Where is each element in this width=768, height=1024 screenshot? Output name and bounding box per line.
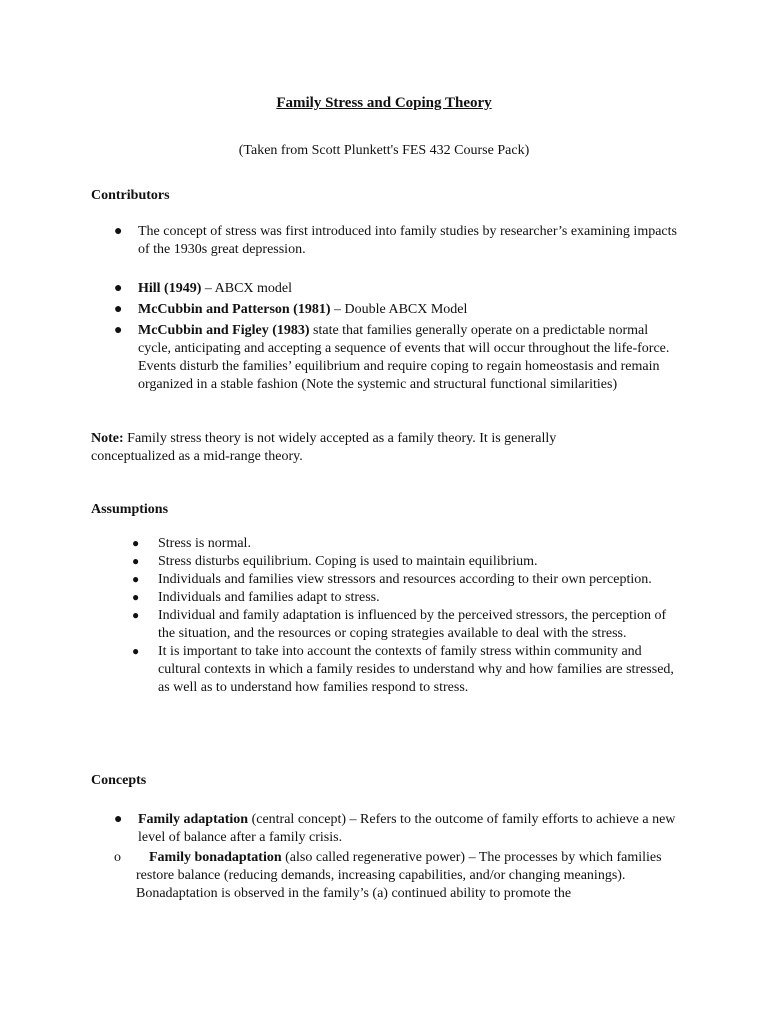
list-item-text: It is important to take into account the contexts of family stress within community and cultural contexts in which a family resides to understand why and how families are stressed, as well as to understand how families respond to stress. [158, 644, 674, 695]
bullet-icon: ● [114, 323, 123, 338]
contributors-heading: Contributors [91, 188, 170, 203]
list-item-text: Individual and family adaptation is influenced by the perceived stressors, the perception of the situation, and the resources or coping strategies available to deal with the stress. [158, 608, 667, 641]
assumptions-list [132, 535, 678, 697]
list-item [132, 643, 678, 697]
concept-name: Family bonadaptation [149, 850, 282, 865]
contributors-list [114, 280, 683, 394]
bullet-icon: ● [132, 590, 140, 604]
bullet-icon: ● [132, 554, 140, 568]
note-label: Note: [91, 431, 124, 446]
note-paragraph [91, 430, 611, 466]
list-item [114, 280, 683, 298]
list-item-text: Individuals and families view stressors and resources according to their own perception. [158, 572, 652, 587]
contributors-intro-list [114, 223, 683, 259]
sub-bullet-marker: o [114, 850, 121, 865]
list-item [114, 301, 683, 319]
contributor-text: – ABCX model [201, 281, 293, 296]
list-item [132, 589, 678, 607]
document-title: Family Stress and Coping Theory [276, 95, 492, 111]
list-item [132, 535, 678, 553]
list-item-text: The concept of stress was first introduced into family studies by researcher’s examining impacts of the 1930s great depression. [138, 224, 677, 257]
concept-name: Family adaptation [138, 812, 249, 827]
list-item-text: Stress disturbs equilibrium. Coping is used to maintain equilibrium. [158, 554, 538, 569]
note-text: Family stress theory is not widely accepted as a family theory. It is generally conceptualized as a mid-range theory. [91, 431, 557, 464]
list-item-text: Stress is normal. [158, 536, 251, 551]
contributor-name: Hill (1949) [138, 281, 202, 296]
bullet-icon: ● [132, 536, 140, 550]
list-item [114, 322, 683, 394]
concepts-list [114, 811, 683, 847]
bullet-icon: ● [132, 644, 140, 658]
concept-text: (also called regenerative power) – The processes by which families restore balance (reducing demands, increasing capabilities, and/or changing meanings). Bonadaptation is observed in the family’s (a) continued ability to promote the [136, 850, 662, 901]
contributor-name: McCubbin and Patterson (1981) [138, 302, 331, 317]
list-item-text: Individuals and families adapt to stress. [158, 590, 380, 605]
list-item [132, 607, 678, 643]
document-subtitle: (Taken from Scott Plunkett's FES 432 Course Pack) [238, 143, 530, 158]
list-item [132, 571, 678, 589]
contributor-text: state that families generally operate on a predictable normal cycle, anticipating and accepting a sequence of events that will occur throughout the life-force. Events disturb the families’ equilibrium and require coping to regain homeostasis and remain organized in a stable fashion (Note the systemic and structural functional similarities) [138, 323, 670, 392]
concepts-heading: Concepts [91, 773, 147, 788]
bullet-icon: ● [114, 281, 123, 296]
list-item [132, 553, 678, 571]
assumptions-heading: Assumptions [91, 502, 169, 517]
bullet-icon: ● [114, 224, 123, 239]
list-item [114, 811, 683, 847]
bullet-icon: ● [114, 302, 123, 317]
bullet-icon: ● [132, 608, 140, 622]
bullet-icon: ● [114, 812, 123, 827]
sub-concept-paragraph [136, 849, 681, 903]
contributor-text: – Double ABCX Model [330, 302, 468, 317]
list-item [114, 223, 683, 259]
bullet-icon: ● [132, 572, 140, 586]
contributor-name: McCubbin and Figley (1983) [138, 323, 310, 338]
concept-text: (central concept) – Refers to the outcome of family efforts to achieve a new level of balance after a family crisis. [138, 812, 676, 845]
